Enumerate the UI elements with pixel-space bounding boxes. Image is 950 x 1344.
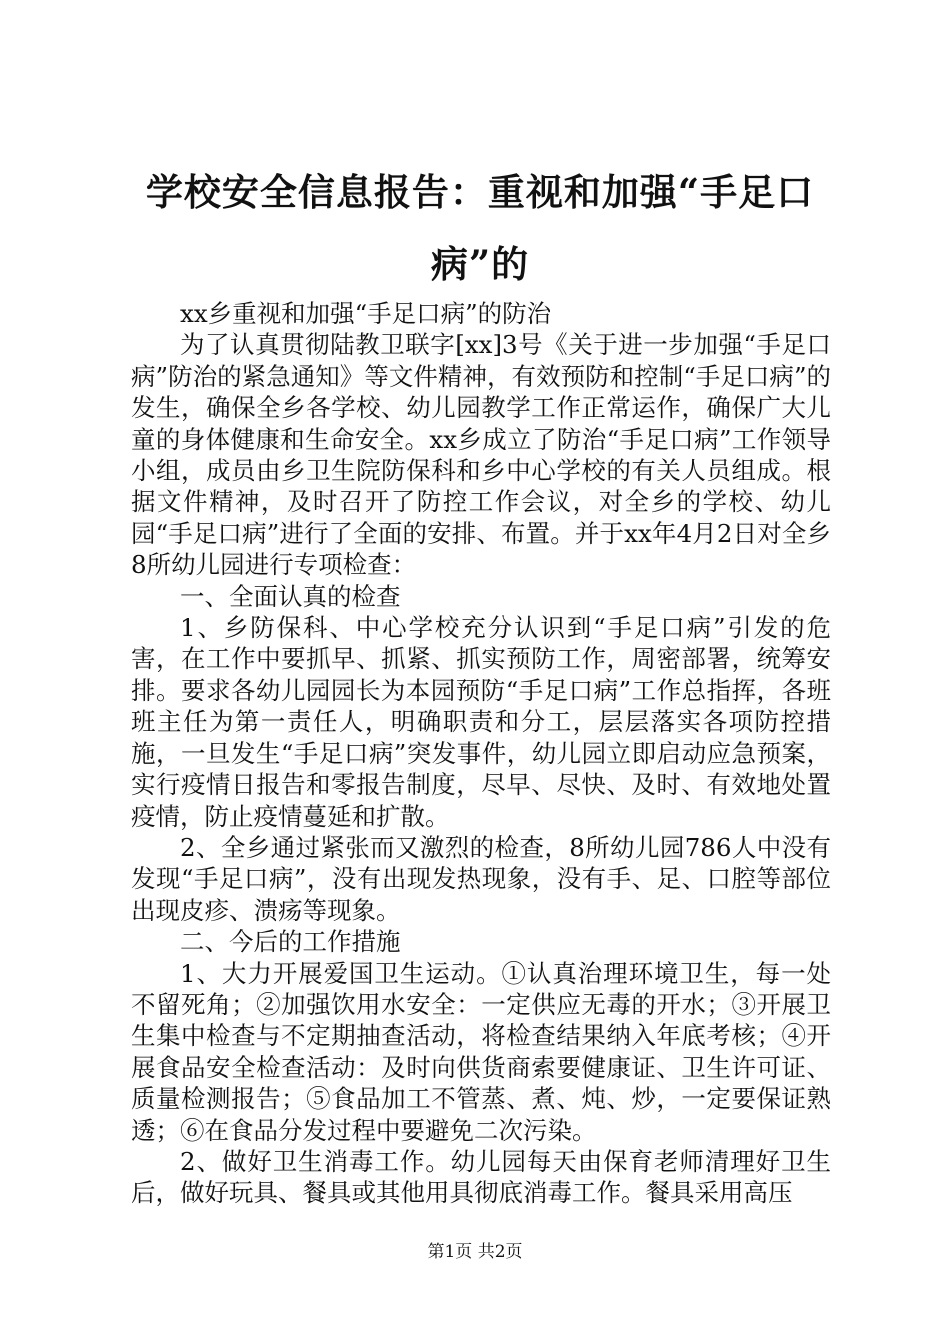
page-footer: 第1页 共2页 — [427, 1242, 523, 1262]
paragraph-measures-1: 1、大力开展爱国卫生运动。①认真治理环境卫生，每一处不留死角；②加强饮用水安全：一定供应无毒的开水；③开展卫生集中检查与不定期抽查活动，将检查结果纳入年底考核；④开展食品安全检查活动：及时向供货商索要健康证、卫生许可证、质量检测报告；⑤食品加工不管蒸、煮、炖、炒，一定要保证熟透；⑥在食品分发过程中要避免二次污染。 — [131, 958, 831, 1145]
paragraph-inspection-1: 1、乡防保科、中心学校充分认识到“手足口病”引发的危害，在工作中要抓早、抓紧、抓实预防工作，周密部署，统筹安排。要求各幼儿园园长为本园预防“手足口病”工作总指挥，各班班主任为第一责任人，明确职责和分工，层层落实各项防控措施，一旦发生“手足口病”突发事件，幼儿园立即启动应急预案，实行疫情日报告和零报告制度，尽早、尽快、及时、有效地处置疫情，防止疫情蔓延和扩散。 — [131, 613, 831, 831]
section-heading-measures: 二、今后的工作措施 — [180, 927, 401, 957]
paragraph-measures-2: 2、做好卫生消毒工作。幼儿园每天由保育老师清理好卫生后，做好玩具、餐具或其他用具彻底消毒工作。餐具采用高压 — [131, 1146, 831, 1208]
section-heading-inspection: 一、全面认真的检查 — [180, 581, 401, 611]
paragraph-subtitle: xx乡重视和加强“手足口病”的防治 — [180, 299, 552, 328]
paragraph-intro: 为了认真贯彻陆教卫联字[xx]3号《关于进一步加强“手足口病”防治的紧急通知》等文件精神，有效预防和控制“手足口病”的发生，确保全乡各学校、幼儿园教学工作正常运作，确保广大儿童的身体健康和生命安全。xx乡成立了防治“手足口病”工作领导小组，成员由乡卫生院防保科和乡中心学校的有关人员组成。根据文件精神，及时召开了防控工作会议，对全乡的学校、幼儿园“手足口病”进行了全面的安排、布置。并于xx年4月2日对全乡8所幼儿园进行专项检查： — [131, 330, 831, 580]
document-title: 学校安全信息报告：重视和加强“手足口病”的 — [145, 170, 815, 286]
paragraph-inspection-2: 2、全乡通过紧张而又激烈的检查，8所幼儿园786人中没有发现“手足口病”，没有出现发热现象，没有手、足、口腔等部位出现皮疹、溃疡等现象。 — [131, 832, 831, 925]
document-body — [131, 298, 831, 1209]
